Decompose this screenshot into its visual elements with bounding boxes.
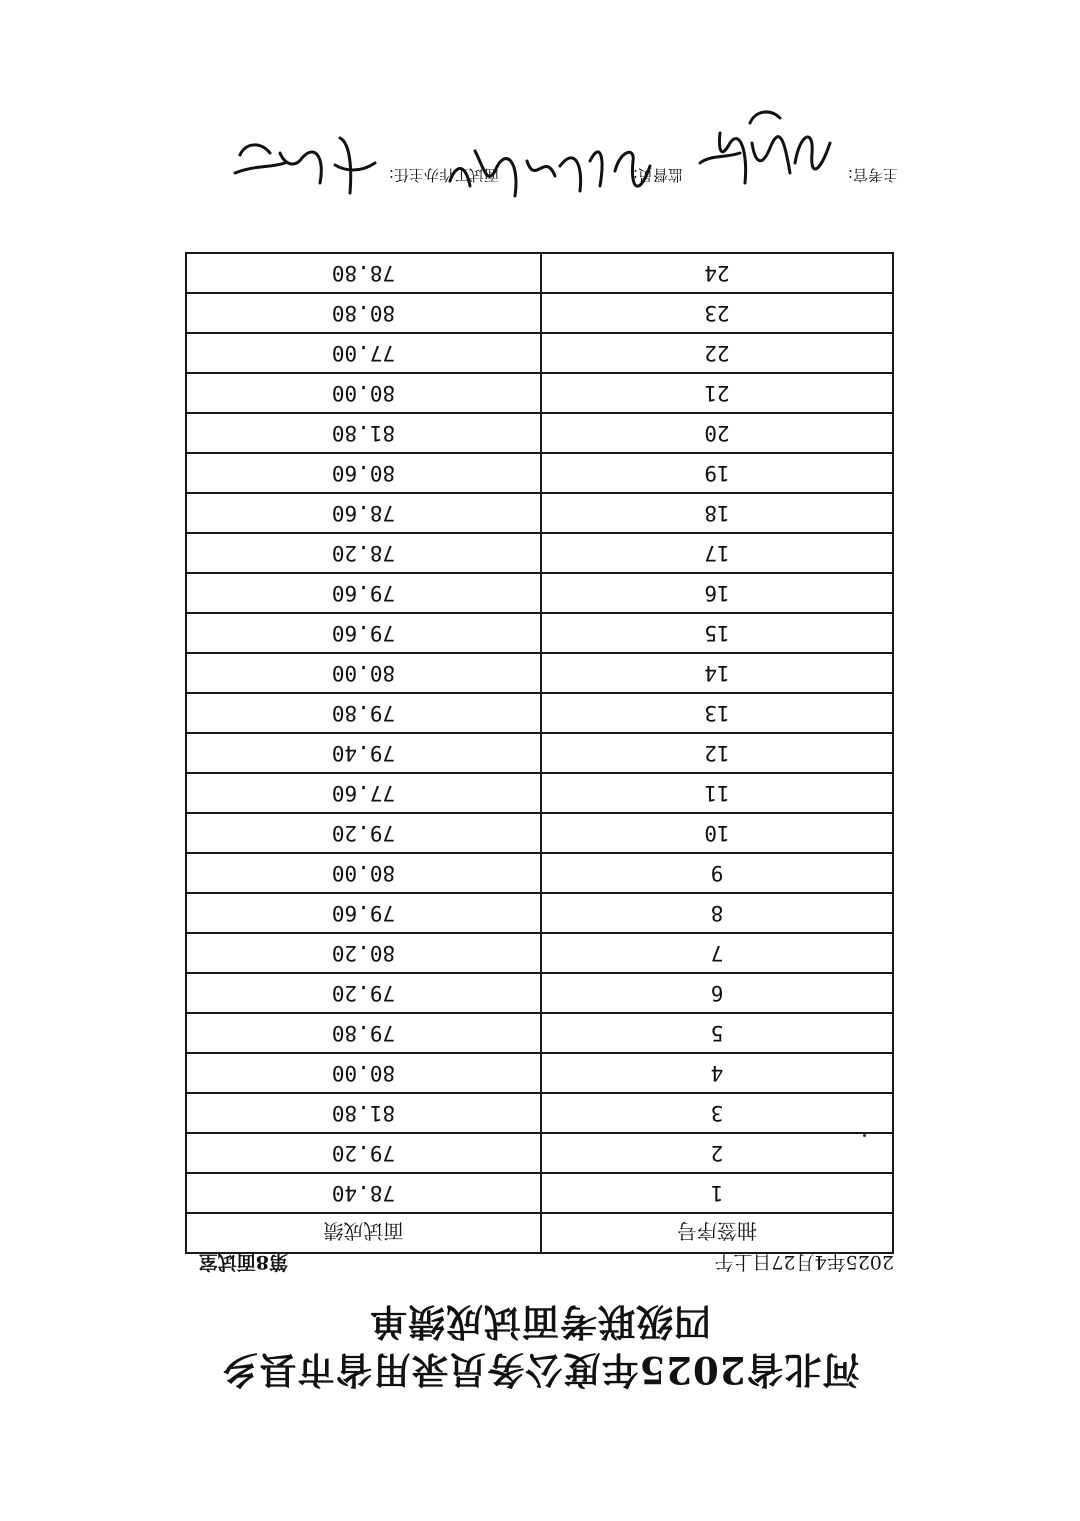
supervisor-signature [445, 136, 655, 206]
score-cell: 80.00 [186, 653, 541, 693]
table-row [186, 893, 893, 933]
draw-number-cell: 3 [541, 1093, 893, 1133]
draw-number-cell: 5 [541, 1013, 893, 1053]
draw-number-cell: 14 [541, 653, 893, 693]
draw-number-cell: 4 [541, 1053, 893, 1093]
score-cell: 79.60 [186, 613, 541, 653]
office-director-label: 面试工作办主任: [388, 166, 499, 184]
draw-number-cell: 1 [541, 1173, 893, 1213]
exam-room: 第8面试室 [198, 1251, 288, 1273]
score-cell: 80.80 [186, 293, 541, 333]
table-row [186, 773, 893, 813]
table-row [186, 973, 893, 1013]
score-cell: 80.00 [186, 1053, 541, 1093]
score-cell: 79.20 [186, 813, 541, 853]
draw-number-cell: 21 [541, 373, 893, 413]
table-row [186, 573, 893, 613]
draw-number-cell: 15 [541, 613, 893, 653]
score-cell: 77.60 [186, 773, 541, 813]
draw-number-cell: 11 [541, 773, 893, 813]
draw-number-cell: 18 [541, 493, 893, 533]
table-row [186, 733, 893, 773]
examiner-label: 主考官: [847, 166, 898, 184]
draw-number-cell: 20 [541, 413, 893, 453]
table-row [186, 933, 893, 973]
draw-number-cell: 13 [541, 693, 893, 733]
score-cell: 80.00 [186, 373, 541, 413]
draw-number-cell: 6 [541, 973, 893, 1013]
draw-number-cell: 19 [541, 453, 893, 493]
draw-number-cell: 12 [541, 733, 893, 773]
supervisor-label: 监督员: [632, 166, 683, 184]
document-title: 河北省2025年度公务员录用省市县乡 [220, 1348, 860, 1392]
draw-number-cell: 2 [541, 1133, 893, 1173]
table-row [186, 653, 893, 693]
score-cell: 81.80 [186, 413, 541, 453]
score-cell: 79.20 [186, 973, 541, 1013]
table-row [186, 1013, 893, 1053]
table-row [186, 813, 893, 853]
office-director-signature [230, 133, 380, 203]
draw-number-cell: 8 [541, 893, 893, 933]
exam-date: 2025年4月27日上午 [714, 1251, 894, 1273]
table-row [186, 1173, 893, 1213]
table-row [186, 253, 893, 293]
score-cell: 78.60 [186, 493, 541, 533]
score-cell: 78.40 [186, 1173, 541, 1213]
score-cell: 79.60 [186, 573, 541, 613]
table-row [186, 1133, 893, 1173]
table-row [186, 853, 893, 893]
table-row [186, 533, 893, 573]
table-row [186, 493, 893, 533]
table-row [186, 413, 893, 453]
column-header-score: 面试成绩 [186, 1213, 541, 1253]
table-row [186, 373, 893, 413]
draw-number-cell: 22 [541, 333, 893, 373]
table-row [186, 613, 893, 653]
table-row [186, 1053, 893, 1093]
draw-number-cell: 23 [541, 293, 893, 333]
table-row [186, 453, 893, 493]
draw-number-cell: 16 [541, 573, 893, 613]
table-header-row [186, 1213, 893, 1253]
score-cell: 78.80 [186, 253, 541, 293]
draw-number-cell: 24 [541, 253, 893, 293]
score-cell: 79.80 [186, 693, 541, 733]
score-cell: 78.20 [186, 533, 541, 573]
score-cell: 80.20 [186, 933, 541, 973]
score-cell: 80.60 [186, 453, 541, 493]
draw-number-cell: 7 [541, 933, 893, 973]
draw-number-cell: 17 [541, 533, 893, 573]
score-cell: 77.00 [186, 333, 541, 373]
table-row [186, 333, 893, 373]
table-row [186, 693, 893, 733]
score-cell: 79.60 [186, 893, 541, 933]
score-table [185, 252, 894, 1254]
column-header-draw-number: 抽签序号 [541, 1213, 893, 1253]
examiner-signature [690, 103, 840, 203]
draw-number-cell: 10 [541, 813, 893, 853]
table-row [186, 293, 893, 333]
table-row [186, 1093, 893, 1133]
draw-number-cell: 9 [541, 853, 893, 893]
score-cell: 81.80 [186, 1093, 541, 1133]
score-cell: 79.20 [186, 1133, 541, 1173]
score-cell: 79.80 [186, 1013, 541, 1053]
score-cell: 79.40 [186, 733, 541, 773]
document-subtitle: 四级联考面试成绩单 [369, 1300, 711, 1344]
score-cell: 80.00 [186, 853, 541, 893]
scan-speck [863, 1134, 866, 1137]
